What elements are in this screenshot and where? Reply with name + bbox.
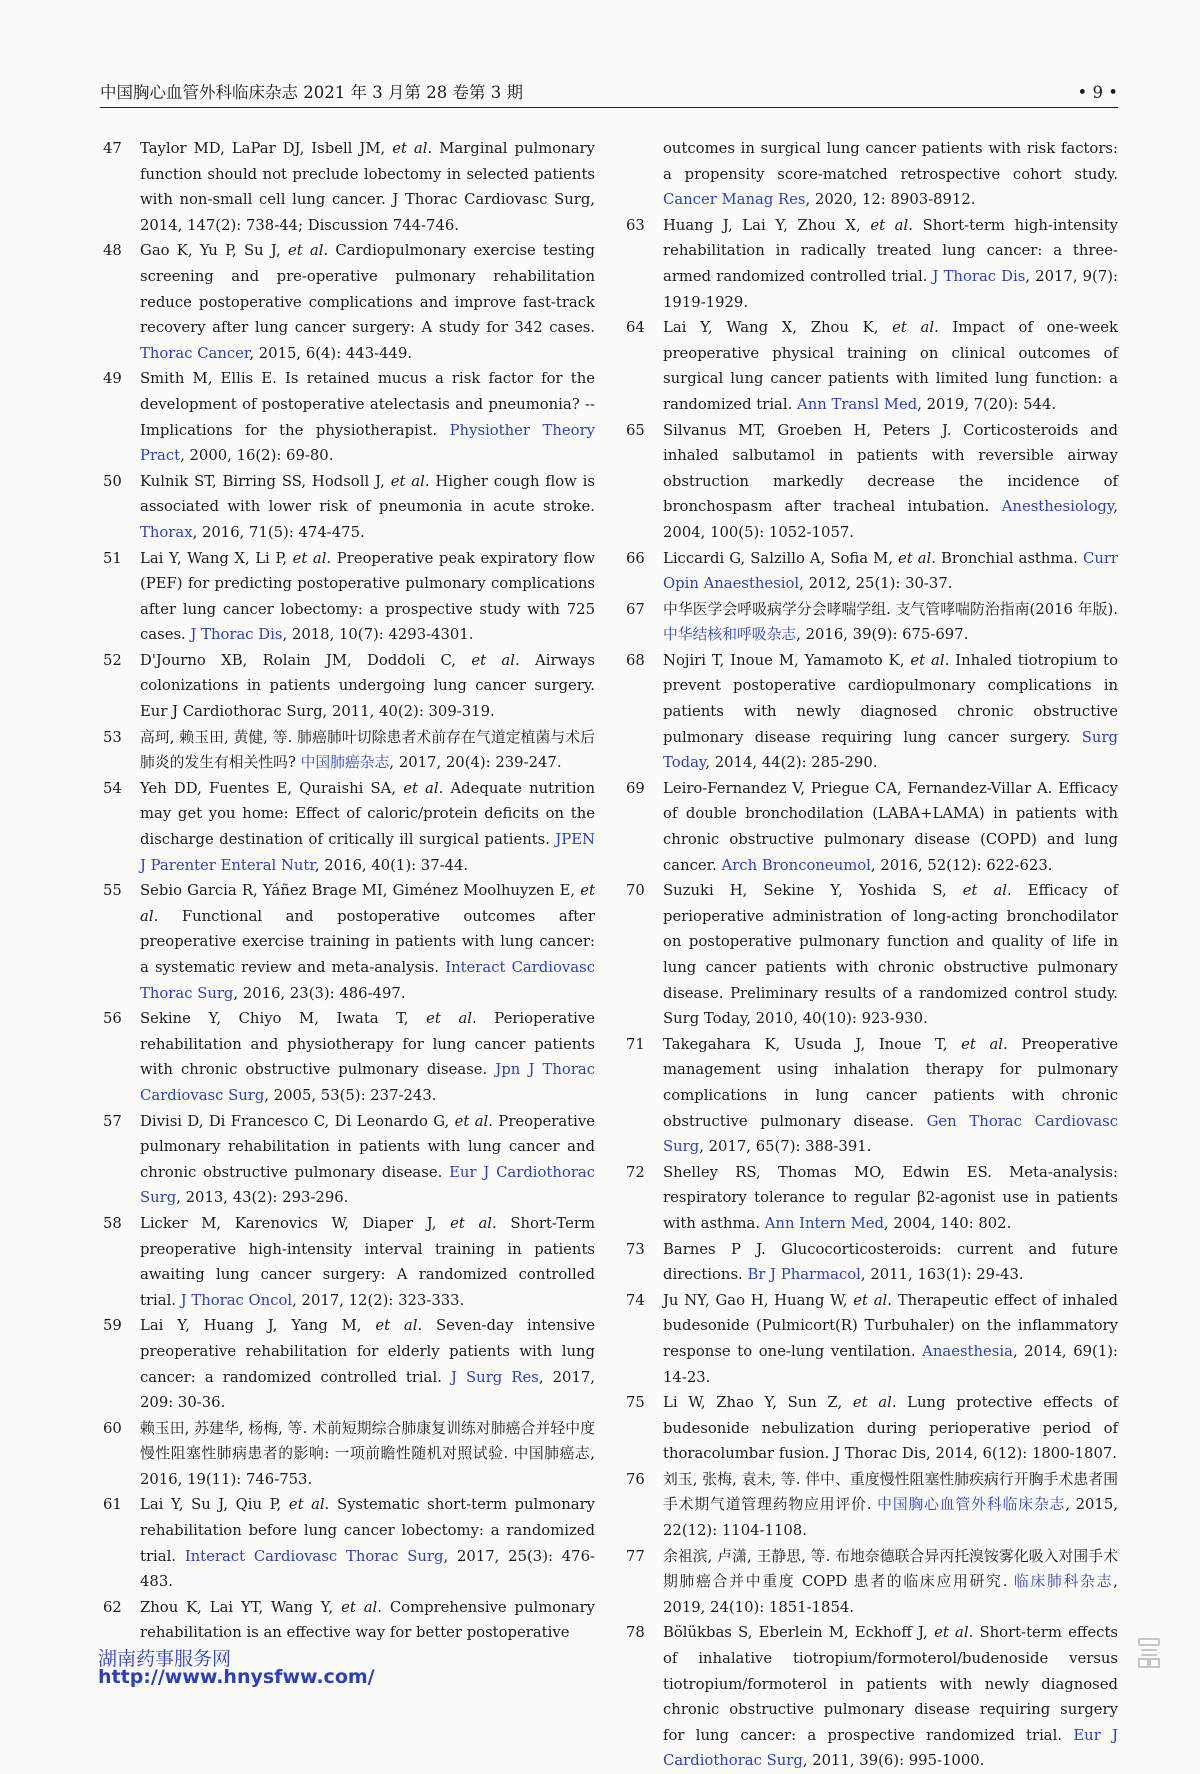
reference-text [140,550,595,644]
reference-text [140,1113,595,1207]
reference-item [623,1620,1118,1774]
footer-url[interactable]: http://www.hnysfww.com/ [98,1666,375,1688]
reference-segment: 赖玉田, 苏建华, 杨梅, 等. 术前短期综合肺康复训练对肺癌合并轻中度慢性阻塞性肺病患者的影响: 一项前瞻性随机对照试验. 中国肺癌志, 2016, 19(11): 746-753. [140,1419,595,1488]
et-al-italic: et al [288,1496,325,1514]
page-number: • 9 • [1077,83,1118,102]
reference-item [623,546,1118,597]
reference-item [100,136,595,238]
reference-item [623,1160,1118,1237]
reference-item [100,1109,595,1211]
reference-item [623,418,1118,546]
reference-segment: , 2004, 140: 802. [883,1214,1012,1232]
reference-text [663,550,1118,593]
reference-number: 76 [626,1470,645,1488]
reference-item [100,648,595,725]
reference-segment: , 2020, 12: 8903-8912. [805,191,976,209]
reference-text [140,473,595,541]
reference-item [623,597,1118,648]
reference-segment: , 2017, 12(2): 323-333. [292,1291,465,1309]
reference-segment: , 2016, 23(3): 486-497. [233,984,406,1002]
reference-item [623,648,1118,776]
reference-segment: . Short-Term preoperative high-intensity interval training in patients awaiting lung cancer surgery: A randomized controlled trial. [140,1214,595,1309]
reference-item [623,878,1118,1032]
reference-segment: 中华医学会呼吸病学分会哮喘学组. 支气管哮喘防治指南(2016 年版). [663,600,1118,618]
reference-text [140,780,595,874]
reference-text [663,780,1118,874]
reference-segment: Kulnik ST, Birring SS, Hodsoll J, [140,472,391,490]
reference-segment: Lai Y, Wang X, Li P, [140,549,293,567]
reference-segment: Barnes P J. Glucocorticosteroids: current and future directions. [663,1240,1118,1284]
reference-text [663,1548,1118,1616]
reference-segment: , 2019, 7(20): 544. [917,395,1057,413]
reference-item [623,315,1118,417]
journal-link[interactable]: 中华结核和呼吸杂志 [663,626,797,644]
et-al-italic: et al [853,1291,888,1309]
reference-item [100,469,595,546]
reference-segment: , 2000, 16(2): 69-80. [180,447,334,465]
reference-segment: . Bronchial asthma. [931,549,1083,567]
reference-item [100,878,595,1006]
reference-segment: Liccardi G, Salzillo A, Sofia M, [663,549,898,567]
reference-segment: , 2014, 69(1): 14-23. [663,1342,1118,1386]
journal-link[interactable]: Gen Thorac Cardiovasc Surg [663,1112,1118,1156]
reference-segment: . Seven-day intensive preoperative rehabilitation for elderly patients with lung cancer: a randomized controlled trial. [140,1317,595,1386]
journal-link[interactable]: Anesthesiology [1001,498,1114,516]
reference-segment: Lai Y, Su J, Qiu P, [140,1496,289,1514]
reference-segment: Divisi D, Di Francesco C, Di Leonardo G, [140,1112,455,1130]
reference-column-right [623,136,1118,1774]
reference-number: 57 [103,1112,122,1130]
journal-link[interactable]: Thorax [140,523,193,541]
journal-link[interactable]: J Thorac Dis [932,267,1026,285]
reference-number: 51 [103,549,122,567]
reference-segment: . Functional and postoperative outcomes after preoperative exercise training in patients with lung cancer: a systematic review and meta-analysis. [140,907,595,976]
reference-text [663,1624,1118,1769]
reference-segment: , 2019, 24(10): 1851-1854. [663,1573,1118,1616]
reference-segment: Ju NY, Gao H, Huang W, [663,1291,854,1309]
reference-segment: Licker M, Karenovics W, Diaper J, [140,1214,451,1232]
et-al-italic: et al [450,1214,493,1232]
journal-link[interactable]: Surg Today [663,728,1118,772]
reference-number: 72 [626,1163,645,1181]
journal-link[interactable]: 中国肺癌杂志 [300,754,390,772]
reference-text [140,1010,595,1104]
reference-text [663,601,1118,644]
reference-text [140,242,595,361]
reference-segment: . Short-term effects of inhalative tiotropium/formoterol/budenoside versus tiotropium/formoterol in patients with newly diagnosed chronic obstructive pulmonary disease requiring surgery for lung cancer: a prospective randomized trial. [663,1624,1118,1744]
reference-segment: 刘玉, 张梅, 袁未, 等. 伴中、重度慢性阻塞性肺疾病行开胸手术患者围手术期气道管理药物应用评价. [663,1470,1118,1514]
reference-number: 54 [103,779,122,797]
reference-text [140,1420,595,1488]
reference-number: 60 [103,1419,122,1437]
reference-segment: , 2017, 25(3): 476-483. [140,1547,595,1591]
et-al-italic: et al [426,1010,473,1028]
reference-segment: Smith M, Ellis E. Is retained mucus a risk factor for the development of postoperative atelectasis and pneumonia? -- Implications for the physiotherapist. [140,370,595,439]
reference-segment: . Preoperative peak expiratory flow (PEF) for predicting postoperative pulmonary complications after lung cancer lobectomy: a prospective study with 725 cases. [140,549,595,644]
reference-segment: . Higher cough flow is associated with lower risk of pneumonia in acute stroke. [140,472,596,516]
reference-segment: . Preoperative management using inhalation therapy for pulmonary complications in lung cancer patients with chronic obstructive pulmonary disease. [663,1035,1118,1130]
journal-link[interactable]: Br J Pharmacol [747,1266,861,1284]
reference-segment: , 2017, 9(7): 1919-1929. [663,267,1118,311]
reference-text [140,1496,595,1590]
et-al-italic: et al [140,882,595,925]
reference-segment: . Airways colonizations in patients undergoing lung cancer surgery. Eur J Cardiothorac Surg, 2011, 40(2): 309-319. [140,651,595,721]
reference-segment: , 2005, 53(5): 237-243. [264,1086,437,1104]
reference-segment: , 2004, 100(5): 1052-1057. [663,498,1118,541]
reference-segment: Takegahara K, Usuda J, Inoue T, [663,1035,962,1053]
reference-segment: . Comprehensive pulmonary rehabilitation is an effective way for better postoperative [140,1598,595,1642]
running-header [100,78,1118,108]
reference-number: 61 [103,1496,122,1514]
et-al-italic: et al [852,1394,892,1412]
reference-text [140,370,595,464]
reference-segment: . Adequate nutrition may get you home: Effect of caloric/protein deficits on the discharge destination of critically ill surgical patients. [140,779,595,849]
et-al-italic: et al [910,651,945,669]
journal-link[interactable]: J Thorac Dis [190,626,283,644]
journal-link[interactable]: 临床肺科杂志 [1013,1573,1114,1591]
reference-number: 69 [626,779,645,797]
reference-text [663,319,1118,413]
et-al-italic: et al [341,1598,378,1616]
journal-link[interactable]: Ann Intern Med [764,1214,884,1232]
et-al-italic: et al [390,472,425,490]
journal-link[interactable]: Thorac Cancer [140,344,250,362]
reference-item [100,1006,595,1108]
reference-segment: Taylor MD, LaPar DJ, Isbell JM, [140,140,393,157]
reference-segment: Sekine Y, Chiyo M, Iwata T, [140,1010,427,1028]
reference-text [140,1215,595,1309]
reference-number: 47 [103,140,122,157]
et-al-italic: et al [961,1035,1004,1053]
reference-text [663,1394,1118,1462]
reference-segment: , 2013, 43(2): 293-296. [176,1189,349,1207]
et-al-italic: et al [471,651,515,669]
reference-text [663,422,1118,541]
reference-number: 68 [626,651,645,669]
reference-text [663,1471,1118,1539]
journal-link[interactable]: Arch Bronconeumol [721,856,871,874]
reference-item [623,1237,1118,1288]
journal-link[interactable]: Anaesthesia [922,1342,1013,1360]
et-al-italic: et al [934,1624,969,1642]
reference-segment: Li W, Zhao Y, Sun Z, [663,1394,853,1412]
publisher-logo-icon [1136,1637,1162,1669]
reference-number: 56 [103,1010,122,1028]
reference-number: 48 [103,242,122,260]
journal-link[interactable]: Jpn J Thorac Cardiovasc Surg [140,1061,596,1104]
reference-item [623,213,1118,315]
reference-text [140,1599,595,1642]
reference-segment: Silvanus MT, Groeben H, Peters J. Corticosteroids and inhaled salbutamol in patients with reversible airway obstruction markedly decrease the incidence of bronchospasm after tracheal intubation. [663,421,1118,516]
reference-item [623,1032,1118,1160]
reference-number: 58 [103,1214,122,1232]
reference-number: 75 [626,1394,645,1412]
reference-segment: . Lung protective effects of budesonide nebulization during perioperative period of thoracolumbar fusion. J Thorac Dis, 2014, 6(12): 1800-1807. [663,1394,1118,1463]
journal-link[interactable]: J Surg Res [451,1368,539,1386]
reference-item [100,1313,595,1415]
reference-column-left [100,136,595,1646]
reference-segment: , 2015, 22(12): 1104-1108. [663,1496,1118,1540]
reference-segment: , 2012, 25(1): 30-37. [799,575,953,593]
reference-segment: . Efficacy of perioperative administration of long-acting bronchodilator on postoperative pulmonary function and quality of life in lung cancer patients with chronic obstructive pulmonary disease. Preliminary results of a randomized control study. Surg Today, 2010, 40(10): 923-930. [663,882,1118,1028]
reference-segment: , 2017, 20(4): 239-247. [389,754,562,772]
reference-segment: , 2018, 10(7): 4293-4301. [282,626,474,644]
reference-text [140,1317,595,1411]
et-al-italic: et al [870,216,909,234]
reference-segment: Leiro-Fernandez V, Priegue CA, Fernandez-Villar A. Efficacy of double bronchodilation (LABA+LAMA) in patients with chronic obstructive pulmonary disease (COPD) and lung cancer. [663,779,1118,874]
reference-number: 74 [626,1291,645,1309]
journal-link[interactable]: Interact Cardiovasc Thorac Surg [140,959,595,1002]
reference-number: 67 [626,600,645,618]
et-al-italic: et al [962,882,1008,900]
reference-segment: , 2016, 39(9): 675-697. [796,626,969,644]
reference-segment: 余祖滨, 卢潇, 王静思, 等. 布地奈德联合异丙托溴铵雾化吸入对围手术期肺癌合并中重度 COPD 患者的临床应用研究. [663,1547,1118,1591]
footer-site-name: 湖南药事服务网 [98,1648,232,1670]
reference-item [623,1467,1118,1544]
reference-segment: , 2011, 39(6): 995-1000. [802,1752,985,1770]
reference-segment: Bölükbas S, Eberlein M, Eckhoff J, [663,1624,935,1642]
reference-number: 49 [103,370,122,388]
reference-number: 52 [103,651,122,669]
reference-segment: Zhou K, Lai YT, Wang Y, [140,1598,342,1616]
reference-segment: . Short-term high-intensity rehabilitation in radically treated lung cancer: a three-armed randomized controlled trial. [663,216,1118,285]
reference-segment: , 2017, 209: 30-36. [140,1368,595,1412]
journal-link[interactable]: 中国胸心血管外科临床杂志 [877,1496,1066,1514]
reference-segment: D'Journo XB, Rolain JM, Doddoli C, [140,651,472,669]
journal-link[interactable]: Eur J Cardiothorac Surg [140,1163,595,1207]
reference-item [623,1390,1118,1467]
reference-item [623,1544,1118,1621]
reference-item [623,1288,1118,1390]
reference-segment: Huang J, Lai Y, Zhou X, [663,216,871,234]
reference-item [100,366,595,468]
reference-number: 66 [626,549,645,567]
reference-item [100,1595,595,1646]
reference-number: 62 [103,1598,122,1616]
reference-segment: , 2011, 163(1): 29-43. [860,1266,1024,1284]
reference-text [663,652,1118,771]
reference-segment: Yeh DD, Fuentes E, Quraishi SA, [140,779,404,797]
reference-text [663,140,1118,208]
reference-segment: Gao K, Yu P, Su J, [140,242,288,260]
reference-segment: Lai Y, Huang J, Yang M, [140,1317,376,1335]
reference-segment: 高珂, 赖玉田, 黄健, 等. 肺癌肺叶切除患者术前存在气道定植菌与术后肺炎的发生有相关性吗? [140,728,595,772]
et-al-italic: et al [454,1112,489,1130]
reference-number: 70 [626,882,645,900]
reference-segment: . Systematic short-term pulmonary rehabilitation before lung cancer lobectomy: a randomized trial. [140,1496,596,1565]
reference-number: 73 [626,1240,645,1258]
reference-number: 53 [103,728,122,746]
reference-number: 50 [103,472,122,490]
reference-number: 78 [626,1624,645,1642]
reference-segment: , 2016, 52(12): 622-623. [870,856,1053,874]
journal-link[interactable]: J Thorac Oncol [180,1291,293,1309]
reference-segment: Shelley RS, Thomas MO, Edwin ES. Meta-analysis: respiratory tolerance to regular β2-agonist use in patients with asthma. [663,1163,1118,1232]
reference-segment: Nojiri T, Inoue M, Yamamoto K, [663,651,911,669]
reference-number: 64 [626,319,645,337]
reference-segment: , 2016, 40(1): 37-44. [314,856,469,874]
journal-link[interactable]: Physiother Theory Pract [140,421,595,465]
journal-title: 中国胸心血管外科临床杂志 2021 年 3 月第 28 卷第 3 期 [100,83,523,102]
reference-number: 71 [626,1035,645,1053]
reference-number: 59 [103,1317,122,1335]
journal-link[interactable]: Eur J Cardiothorac Surg [663,1726,1118,1770]
reference-text [140,729,595,772]
reference-item [100,238,595,366]
reference-item [100,1492,595,1594]
reference-item [100,776,595,878]
reference-number: 55 [103,882,122,900]
reference-item [100,1416,595,1493]
reference-text [663,882,1118,1027]
reference-segment: . Marginal pulmonary function should not preclude lobectomy in selected patients with non-small cell lung cancer. J Thorac Cardiovasc Surg, 2014, 147(2): 738-44; Discussion 744-746. [140,140,595,234]
journal-link[interactable]: JPEN J Parenter Enteral Nutr [140,831,595,874]
reference-number: 65 [626,421,645,439]
reference-segment: , 2017, 65(7): 388-391. [699,1138,872,1156]
reference-number: 63 [626,216,645,234]
et-al-italic: et al [392,140,428,157]
reference-segment: . Impact of one-week preoperative physical training on clinical outcomes of surgical lung cancer patients with limited lung function: a randomized trial. [663,319,1118,413]
reference-segment: , 2015, 6(4): 443-449. [249,344,413,362]
journal-link[interactable]: Interact Cardiovasc Thorac Surg [184,1547,444,1565]
et-al-italic: et al [892,319,935,337]
reference-segment: Lai Y, Wang X, Zhou K, [663,319,893,337]
reference-segment: outcomes in surgical lung cancer patients with risk factors: a propensity score-matched retrospective cohort study. [663,140,1118,183]
reference-segment: Suzuki H, Sekine Y, Yoshida S, [663,882,963,900]
reference-text [140,140,595,234]
et-al-italic: et al [287,242,324,260]
reference-item [100,1211,595,1313]
reference-segment: . Inhaled tiotropium to prevent postoperative cardiopulmonary complications in patients with newly diagnosed chronic obstructive pulmonary disease requiring lung cancer surgery. [663,651,1119,746]
reference-text [663,217,1118,311]
reference-text [140,882,595,1001]
et-al-italic: et al [403,779,439,797]
reference-text [140,652,595,720]
reference-segment: . Preoperative pulmonary rehabilitation in patients with lung cancer and chronic obstructive pulmonary disease. [140,1112,595,1181]
reference-item [100,725,595,776]
journal-link[interactable]: Cancer Manag Res [663,191,806,209]
et-al-italic: et al [292,549,327,567]
journal-link[interactable]: Curr Opin Anaesthesiol [663,549,1118,593]
reference-item [623,776,1118,878]
reference-text [663,1292,1118,1386]
reference-segment: , 2016, 71(5): 474-475. [192,523,365,541]
reference-text [663,1164,1118,1232]
et-al-italic: et al [897,549,932,567]
reference-segment: . Perioperative rehabilitation and physiotherapy for lung cancer patients with chronic obstructive pulmonary disease. [140,1010,595,1079]
reference-item [623,136,1118,213]
reference-segment: Sebio Garcia R, Yáñez Brage MI, Giménez Moolhuyzen E, [140,882,581,900]
reference-item [100,546,595,648]
reference-number: 77 [626,1547,645,1565]
journal-link[interactable]: Ann Transl Med [797,395,918,413]
reference-segment: , 2014, 44(2): 285-290. [705,754,878,772]
reference-text [663,1241,1118,1284]
reference-segment: . Therapeutic effect of inhaled budesonide (Pulmicort(R) Turbuhaler) on the inflammatory response to one-lung ventilation. [663,1291,1118,1360]
reference-text [663,1036,1118,1155]
reference-segment: . Cardiopulmonary exercise testing screening and pre-operative pulmonary rehabilitation reduce postoperative complications and improve fast-track recovery after lung cancer surgery: A study for 342 cases. [140,242,595,337]
et-al-italic: et al [375,1317,418,1335]
